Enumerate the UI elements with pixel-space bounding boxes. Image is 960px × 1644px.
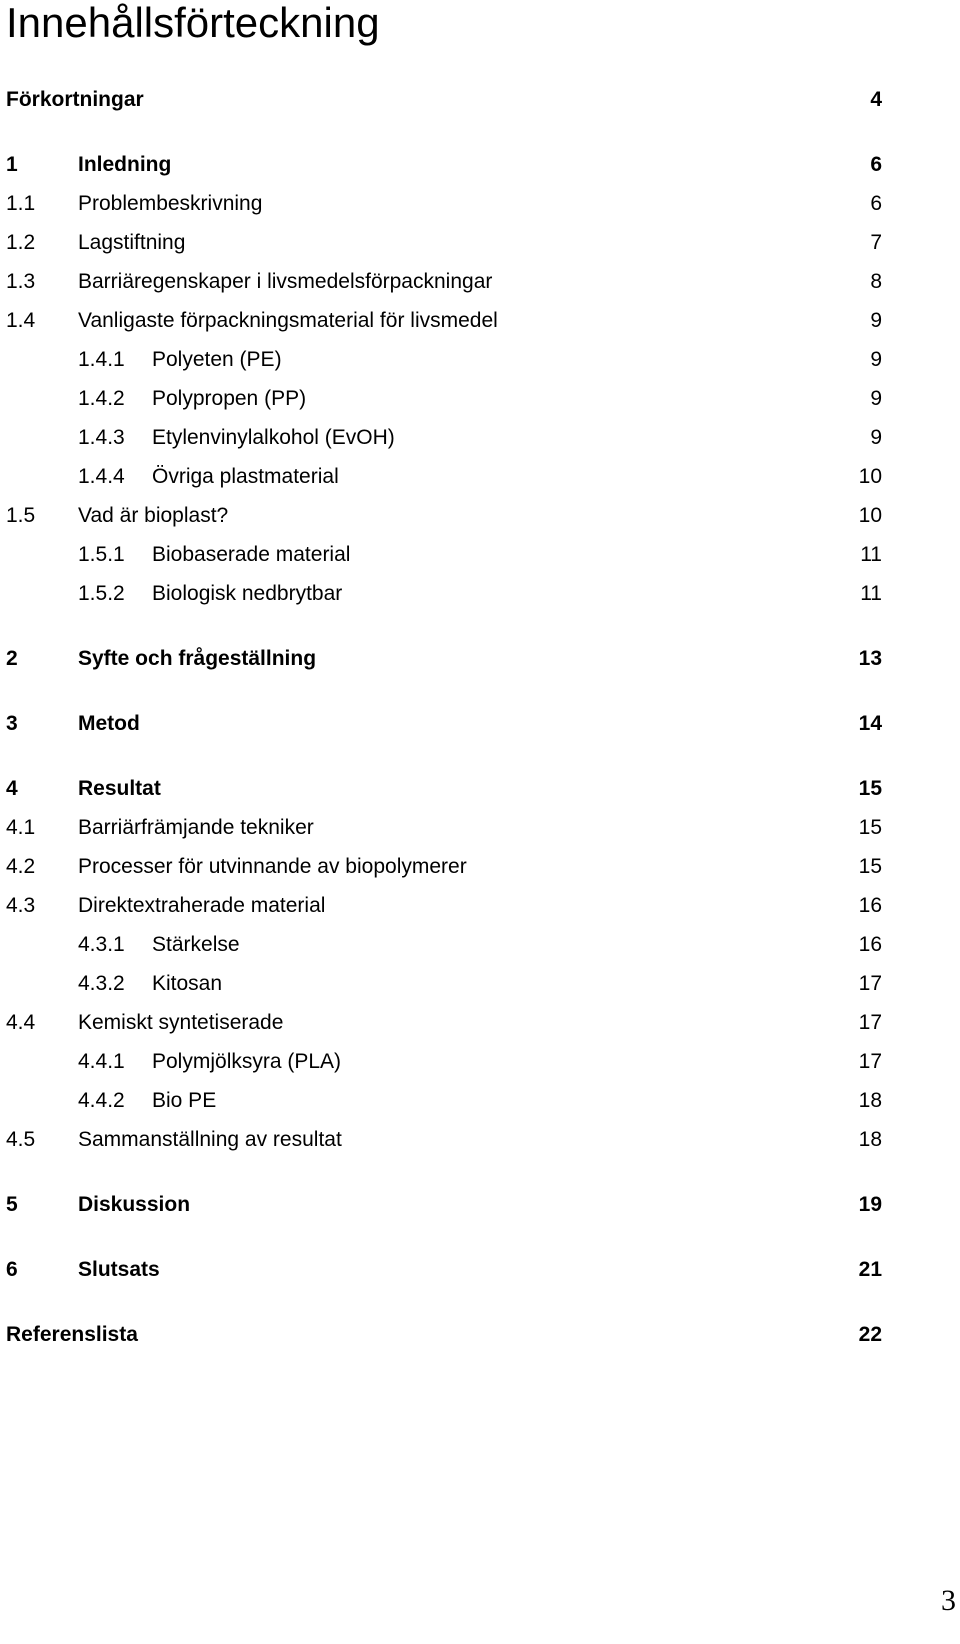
toc-entry-number: 1.4.1 xyxy=(78,348,125,371)
toc-entry-4-3-2[interactable] xyxy=(0,968,900,1000)
toc-entry-page: 16 xyxy=(858,933,882,956)
toc-entry-page: 6 xyxy=(870,192,882,215)
toc-entry-title: Kitosan xyxy=(152,972,223,995)
toc-entry-page: 10 xyxy=(858,465,882,488)
toc-entry-page: 15 xyxy=(858,816,882,839)
toc-entry-title: Diskussion xyxy=(78,1193,191,1216)
toc-entry-1[interactable] xyxy=(0,149,900,181)
toc-entry-title: Övriga plastmaterial xyxy=(152,465,339,488)
toc-entry-title: Syfte och frågeställning xyxy=(78,647,317,670)
toc-entry-title: Slutsats xyxy=(78,1258,160,1281)
toc-entry-number: 1.1 xyxy=(6,192,36,215)
toc-entry-6[interactable] xyxy=(0,1254,900,1286)
toc-entry-page: 17 xyxy=(858,1050,882,1073)
toc-entry-number: 1.4.4 xyxy=(78,465,125,488)
toc-entry-number: 1.4 xyxy=(6,309,36,332)
toc-entry-1-2[interactable] xyxy=(0,227,900,259)
toc-entry-number: 4.3 xyxy=(6,894,36,917)
toc-entry-page: 19 xyxy=(858,1193,882,1216)
toc-entry-4[interactable] xyxy=(0,773,900,805)
toc-entry-number: 4.3.1 xyxy=(78,933,125,956)
toc-entry-number: 4.2 xyxy=(6,855,36,878)
toc-entry-forkortningar[interactable] xyxy=(0,84,900,116)
toc-entry-number: 4.4 xyxy=(6,1011,36,1034)
toc-entry-page: 21 xyxy=(858,1258,882,1281)
toc-entry-number: 1.5.2 xyxy=(78,582,125,605)
toc-entry-number: 1.2 xyxy=(6,231,36,254)
toc-entry-1-5[interactable] xyxy=(0,500,900,532)
toc-entry-page: 22 xyxy=(858,1323,882,1346)
toc-entry-page: 11 xyxy=(860,582,882,605)
toc-entry-number: 1.4.2 xyxy=(78,387,125,410)
toc-entry-page: 13 xyxy=(858,647,882,670)
toc-entry-number: 5 xyxy=(6,1193,18,1216)
toc-entry-number: 4 xyxy=(6,777,18,800)
toc-entry-number: 6 xyxy=(6,1258,18,1281)
toc-entry-title: Stärkelse xyxy=(152,933,240,956)
toc-entry-4-3[interactable] xyxy=(0,890,900,922)
toc-entry-4-4-1[interactable] xyxy=(0,1046,900,1078)
toc-entry-1-5-2[interactable] xyxy=(0,578,900,610)
toc-entry-page: 9 xyxy=(870,426,882,449)
toc-entry-referenslista[interactable] xyxy=(0,1319,900,1351)
toc-entry-page: 7 xyxy=(870,231,882,254)
toc-entry-1-5-1[interactable] xyxy=(0,539,900,571)
toc-entry-title: Biobaserade material xyxy=(152,543,351,566)
toc-entry-page: 11 xyxy=(860,543,882,566)
page-title: Innehållsförteckning xyxy=(6,0,380,46)
toc-entry-page: 18 xyxy=(858,1089,882,1112)
toc-entry-title: Kemiskt syntetiserade xyxy=(78,1011,284,1034)
toc-entry-title: Vanligaste förpackningsmaterial för livsmedel xyxy=(78,309,498,332)
toc-entry-number: 3 xyxy=(6,712,18,735)
toc-entry-page: 8 xyxy=(870,270,882,293)
toc-entry-title: Inledning xyxy=(78,153,172,176)
toc-entry-page: 17 xyxy=(858,1011,882,1034)
toc-entry-1-4-4[interactable] xyxy=(0,461,900,493)
toc-entry-title: Lagstiftning xyxy=(78,231,186,254)
toc-entry-4-2[interactable] xyxy=(0,851,900,883)
toc-entry-4-4[interactable] xyxy=(0,1007,900,1039)
toc-entry-5[interactable] xyxy=(0,1189,900,1221)
toc-entry-page: 9 xyxy=(870,309,882,332)
toc-entry-title: Etylenvinylalkohol (EvOH) xyxy=(152,426,395,449)
toc-entry-number: 1.3 xyxy=(6,270,36,293)
toc-entry-number: 4.4.1 xyxy=(78,1050,125,1073)
page-number: 3 xyxy=(941,1584,956,1617)
toc-entry-2[interactable] xyxy=(0,643,900,675)
toc-entry-number: 4.4.2 xyxy=(78,1089,125,1112)
toc-entry-page: 17 xyxy=(858,972,882,995)
toc-entry-4-3-1[interactable] xyxy=(0,929,900,961)
toc-entry-page: 15 xyxy=(858,777,882,800)
toc-entry-number: 1.5 xyxy=(6,504,36,527)
toc-entry-page: 4 xyxy=(870,88,882,111)
toc-entry-title: Polypropen (PP) xyxy=(152,387,307,410)
toc-entry-4-5[interactable] xyxy=(0,1124,900,1156)
toc-entry-title: Polymjölksyra (PLA) xyxy=(152,1050,342,1073)
toc-entry-title: Barriärfrämjande tekniker xyxy=(78,816,314,839)
toc-entry-number: 4.1 xyxy=(6,816,36,839)
toc-entry-1-4[interactable] xyxy=(0,305,900,337)
toc-entry-title: Problembeskrivning xyxy=(78,192,263,215)
toc-entry-title: Förkortningar xyxy=(6,88,144,111)
toc-entry-title: Bio PE xyxy=(152,1089,217,1112)
toc-entry-title: Metod xyxy=(78,712,140,735)
toc-entry-number: 1 xyxy=(6,153,18,176)
toc-entry-4-4-2[interactable] xyxy=(0,1085,900,1117)
toc-entry-title: Sammanställning av resultat xyxy=(78,1128,342,1151)
toc-entry-page: 9 xyxy=(870,387,882,410)
toc-entry-number: 1.5.1 xyxy=(78,543,125,566)
toc-entry-number: 4.3.2 xyxy=(78,972,125,995)
toc-entry-title: Processer för utvinnande av biopolymerer xyxy=(78,855,467,878)
toc-entry-number: 4.5 xyxy=(6,1128,36,1151)
toc-entry-title: Resultat xyxy=(78,777,161,800)
toc-entry-3[interactable] xyxy=(0,708,900,740)
toc-entry-page: 9 xyxy=(870,348,882,371)
toc-entry-title: Direktextraherade material xyxy=(78,894,326,917)
toc-entry-page: 10 xyxy=(858,504,882,527)
toc-entry-title: Polyeten (PE) xyxy=(152,348,282,371)
toc-entry-1-4-2[interactable] xyxy=(0,383,900,415)
toc-entry-1-4-1[interactable] xyxy=(0,344,900,376)
toc-entry-page: 14 xyxy=(858,712,882,735)
toc-entry-page: 6 xyxy=(870,153,882,176)
toc-entry-1-1[interactable] xyxy=(0,188,900,220)
toc-entry-page: 15 xyxy=(858,855,882,878)
toc-entry-title: Biologisk nedbrytbar xyxy=(152,582,343,605)
toc-entry-1-4-3[interactable] xyxy=(0,422,900,454)
toc-entry-1-3[interactable] xyxy=(0,266,900,298)
toc-entry-title: Referenslista xyxy=(6,1323,138,1346)
toc-entry-4-1[interactable] xyxy=(0,812,900,844)
toc-entry-page: 16 xyxy=(858,894,882,917)
toc-entry-number: 2 xyxy=(6,647,18,670)
toc-entry-page: 18 xyxy=(858,1128,882,1151)
toc-entry-title: Barriäregenskaper i livsmedelsförpackningar xyxy=(78,270,493,293)
toc-entry-title: Vad är bioplast? xyxy=(78,504,229,527)
toc-entry-number: 1.4.3 xyxy=(78,426,125,449)
